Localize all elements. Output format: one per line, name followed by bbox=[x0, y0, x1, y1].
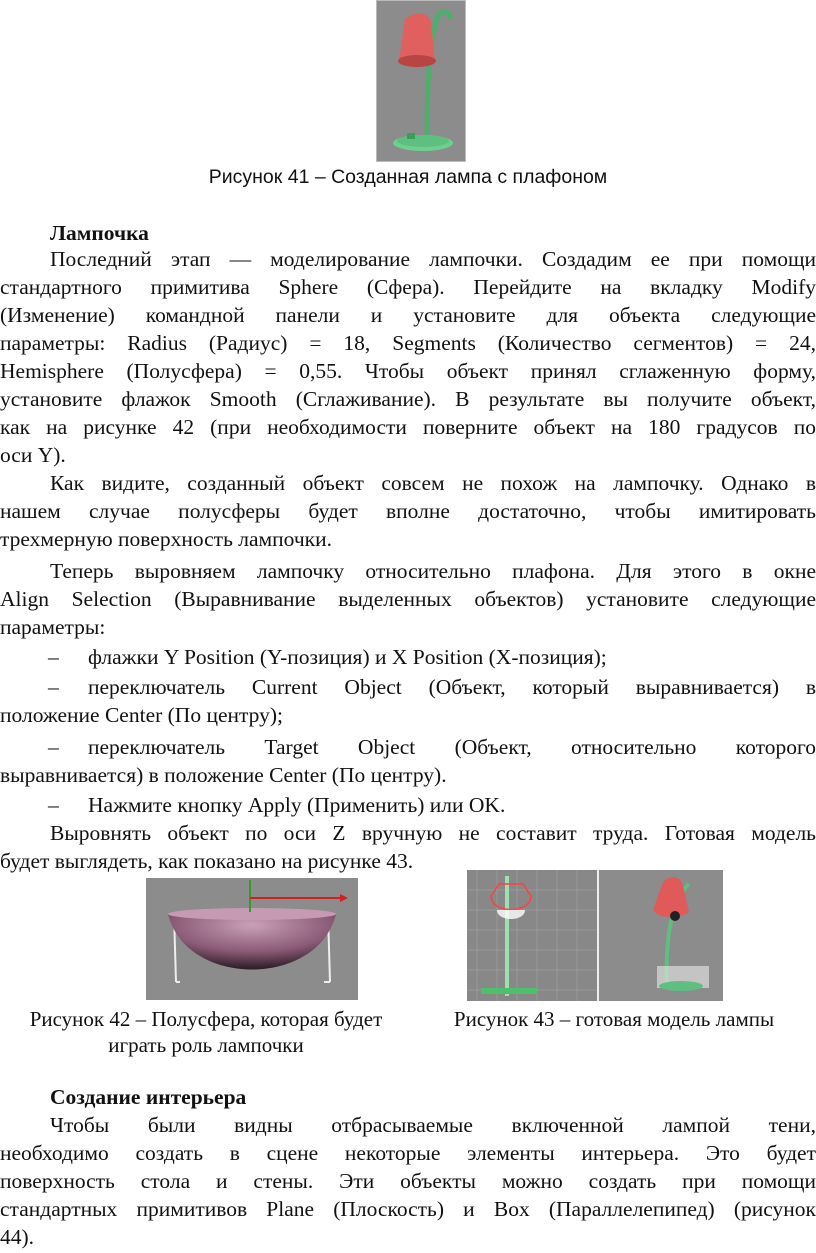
paragraph-line: оси Y). bbox=[0, 443, 66, 467]
paragraph-line: будет выглядеть, как показано на рисунке 43. bbox=[0, 849, 414, 873]
paragraph-line: (Изменение) командной панели и установите для объекта следующие bbox=[0, 303, 816, 327]
paragraph-line: стандартного примитива Sphere (Сфера). Перейдите на вкладку Modify bbox=[0, 275, 816, 299]
figure-42-caption-line1: Рисунок 42 – Полусфера, которая будет bbox=[29, 1007, 383, 1031]
figure-43-image bbox=[467, 870, 723, 1001]
final-lamp-render bbox=[467, 870, 723, 1001]
dash-marker: – bbox=[48, 645, 59, 669]
figure-41-image bbox=[376, 0, 466, 162]
paragraph-line: установите флажок Smooth (Сглаживание). В результате вы получите объект, bbox=[0, 387, 816, 411]
paragraph-line: Align Selection (Выравнивание выделенных объектов) установите следующие bbox=[0, 587, 816, 611]
paragraph-line: выравнивается) в положение Center (По центру). bbox=[0, 763, 447, 787]
paragraph-line: параметры: bbox=[0, 615, 106, 639]
paragraph-line: параметры: Radius (Радиус) = 18, Segments (Количество сегментов) = 24, bbox=[0, 331, 816, 355]
dash-marker: – bbox=[48, 735, 59, 759]
list-item bbox=[0, 734, 816, 761]
list-item bbox=[0, 644, 816, 671]
dash-marker: – bbox=[48, 793, 59, 817]
paragraph-line: необходимо создать в сцене некоторые элементы интерьера. Это будет bbox=[0, 1141, 816, 1165]
paragraph-line: Последний этап — моделирование лампочки. Создадим ее при помощи bbox=[50, 247, 816, 271]
paragraph-line: положение Center (По центру); bbox=[0, 703, 284, 727]
paragraph-line: Теперь выровняем лампочку относительно плафона. Для этого в окне bbox=[50, 559, 816, 583]
list-item bbox=[0, 792, 816, 819]
paragraph-line: Hemisphere (Полусфера) = 0,55. Чтобы объект принял сглаженную форму, bbox=[0, 359, 816, 383]
paragraph-line: Чтобы были видны отбрасываемые включенной лампой тени, bbox=[50, 1113, 816, 1137]
paragraph-line: Выровнять объект по оси Z вручную не составит труда. Готовая модель bbox=[50, 821, 816, 845]
hemisphere-render bbox=[146, 878, 358, 1000]
paragraph-line: стандартных примитивов Plane (Плоскость) и Box (Параллелепипед) (рисунок bbox=[0, 1197, 816, 1221]
paragraph-line: как на рисунке 42 (при необходимости поверните объект на 180 градусов по bbox=[0, 415, 816, 439]
paragraph-line: нашем случае полусферы будет вполне достаточно, чтобы имитировать bbox=[0, 499, 816, 523]
list-item-text: флажки Y Position (Y-позиция) и X Position (X-позиция); bbox=[88, 645, 607, 669]
paragraph-line: Как видите, созданный объект совсем не похож на лампочку. Однако в bbox=[50, 471, 816, 495]
figure-42-caption-line2: играть роль лампочки bbox=[108, 1033, 304, 1057]
section-heading-interior: Создание интерьера bbox=[50, 1085, 247, 1109]
section-heading-lamp: Лампочка bbox=[50, 221, 149, 245]
list-item-text: переключатель Target Object (Объект, относительно которого bbox=[88, 735, 816, 759]
paragraph-line: поверхность стола и стены. Эти объекты можно создать при помощи bbox=[0, 1169, 816, 1193]
figure-42-image bbox=[146, 878, 358, 1000]
list-item-text: переключатель Current Object (Объект, который выравнивается) в bbox=[88, 675, 816, 699]
list-item bbox=[0, 674, 816, 701]
lamp-render bbox=[377, 1, 465, 161]
paragraph-line: трехмерную поверхность лампочки. bbox=[0, 527, 332, 551]
dash-marker: – bbox=[48, 675, 59, 699]
list-item-text: Нажмите кнопку Apply (Применить) или OK. bbox=[88, 793, 506, 817]
figure-43-caption: Рисунок 43 – готовая модель лампы bbox=[453, 1007, 775, 1031]
figure-41-caption: Рисунок 41 – Созданная лампа с плафоном bbox=[208, 166, 608, 188]
paragraph-line: 44). bbox=[0, 1225, 35, 1249]
